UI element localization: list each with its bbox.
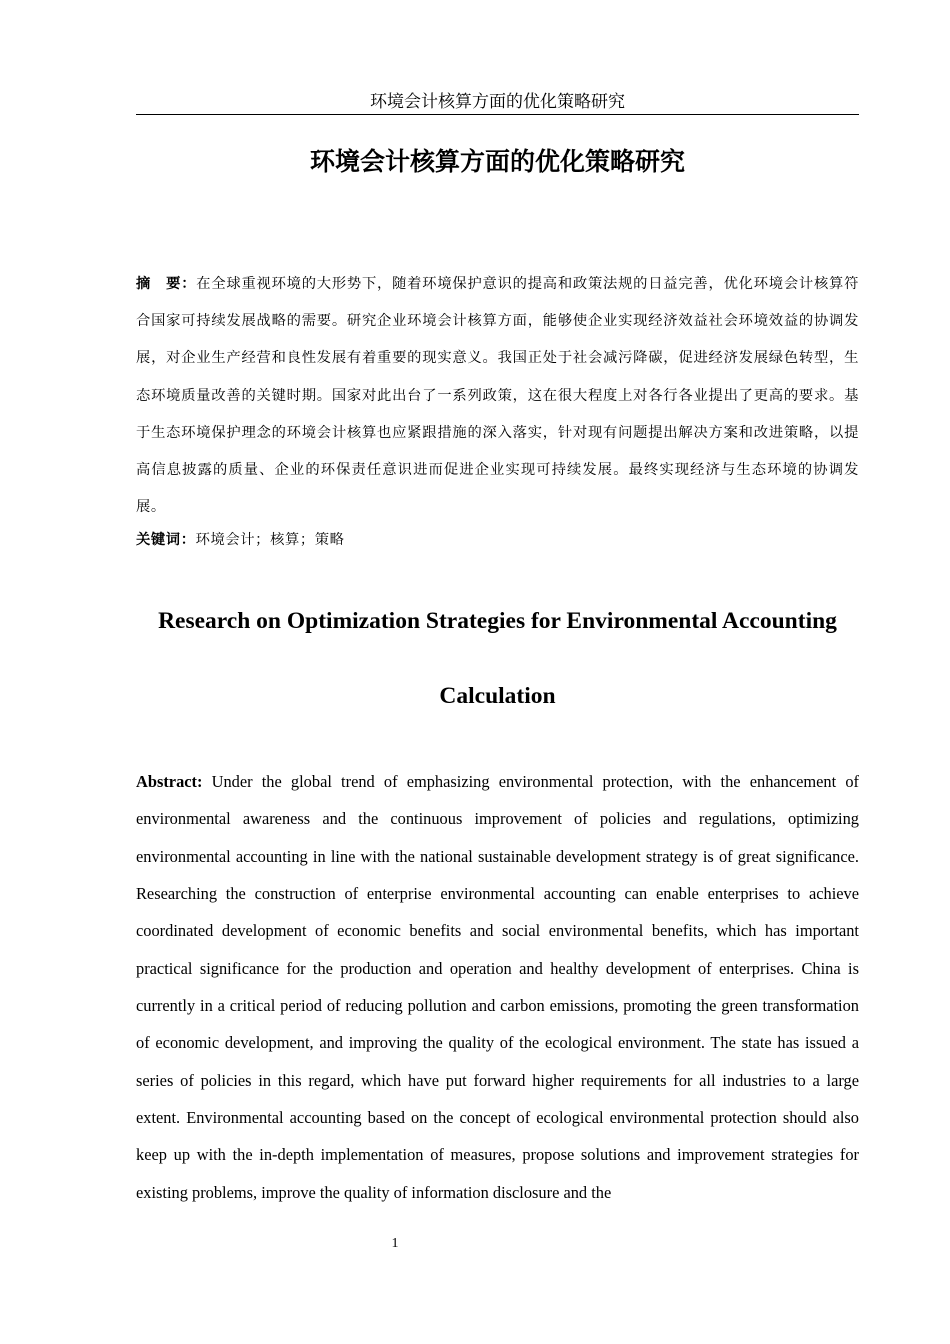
chinese-keywords [136, 522, 859, 559]
chinese-title: 环境会计核算方面的优化策略研究 [309, 147, 685, 176]
chinese-abstract-text: 在全球重视环境的大形势下，随着环境保护意识的提高和政策法规的日益完善，优化环境会计核算符合国家可持续发展战略的需要。研究企业环境会计核算方面，能够使企业实现经济效益社会环境效益的协调发展，对企业生产经营和良性发展有着重要的现实意义。我国正处于社会减污降碳，促进经济发展绿色转型，生态环境质量改善的关键时期。国家对此出台了一系列政策，这在很大程度上对各行各业提出了更高的要求。基于生态环境保护理念的环境会计核算也应紧跟措施的深入落实，针对现有问题提出解决方案和改进策略，以提高信息披露的质量、企业的环保责任意识进而促进企业实现可持续发展。最终实现经济与生态环境的协调发展。 [136, 276, 859, 516]
page-number: 1 [391, 1236, 399, 1251]
chinese-keywords-text: 环境会计；核算；策略 [195, 532, 345, 548]
chinese-abstract [136, 266, 859, 526]
english-abstract-text: Under the global trend of emphasizing environmental protection, with the enhancement of environmental awareness and the continuous improvement of policies and regulations, optimizing environmental accounting in line with the national sustainable development strategy is of great significance. Researching the construction of enterprise environmental accounting can enable enterprises to achieve coordinated development of economic benefits and social environmental benefits, which has important practical significance for the production and operation and healthy development of enterprises. China is currently in a critical period of reducing pollution and carbon emissions, promoting the green transformation of economic development, and improving the quality of the ecological environment. The state has issued a series of policies in this regard, which have put forward higher requirements for all industries to a large extent. Environmental accounting based on the concept of ecological environmental protection should also keep up with the in-depth implementation of measures, propose solutions and improvement strategies for existing problems, improve the quality of information disclosure and the [136, 772, 859, 1202]
english-abstract [136, 763, 859, 1211]
chinese-keywords-label: 关键词： [136, 532, 196, 548]
header-rule [136, 114, 859, 115]
chinese-abstract-label: 摘 要： [136, 276, 197, 292]
running-header: 环境会计核算方面的优化策略研究 [370, 92, 625, 112]
english-title: Research on Optimization Strategies for Environmental Accounting Calculation [158, 608, 837, 709]
english-abstract-label: Abstract: [136, 772, 203, 791]
